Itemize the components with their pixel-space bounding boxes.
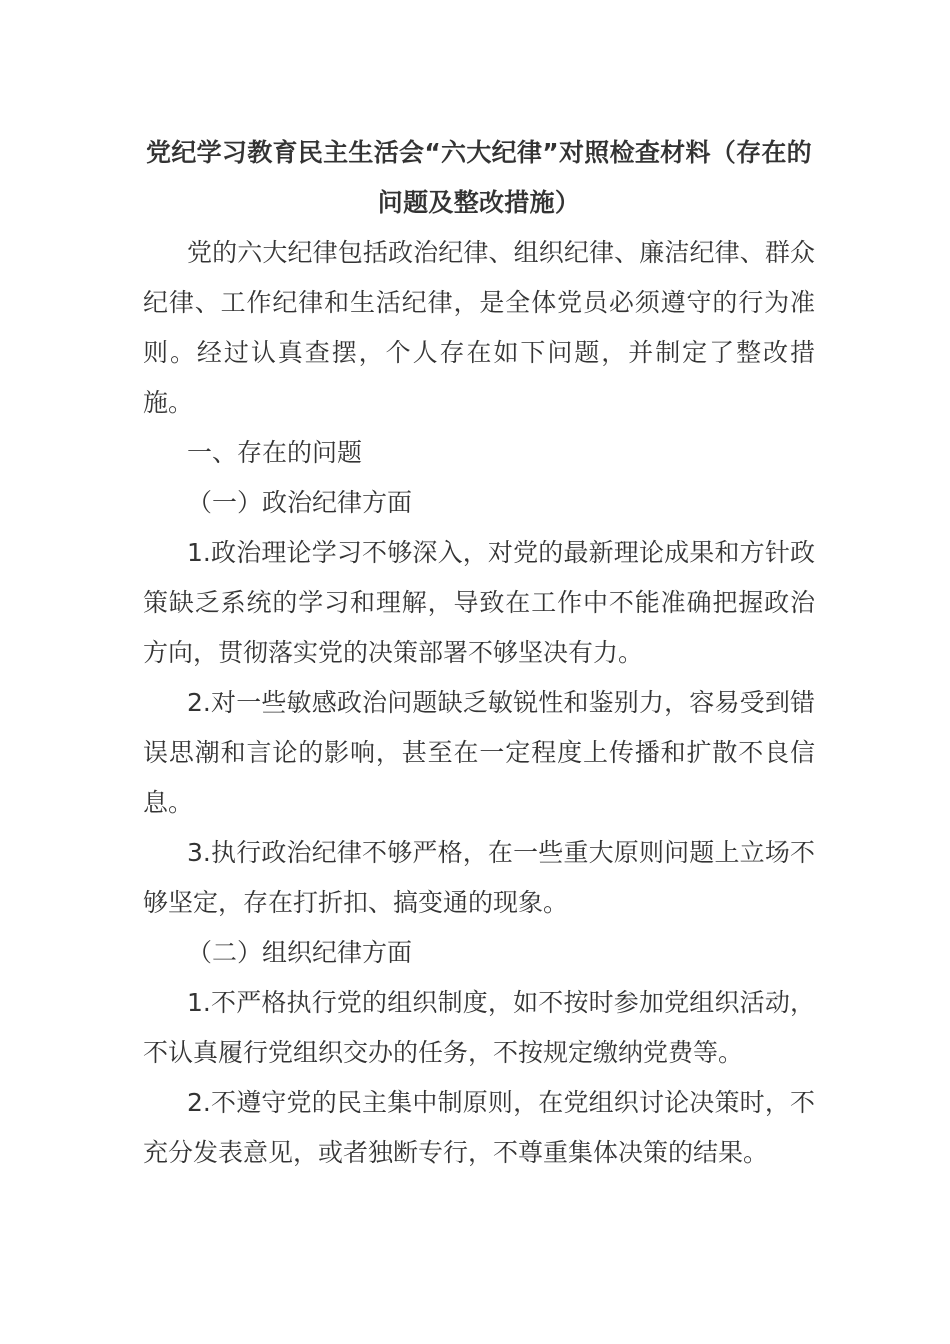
intro-paragraph: 党的六大纪律包括政治纪律、组织纪律、廉洁纪律、群众纪律、工作纪律和生活纪律，是全体党员必须遵守的行为准则。经过认真查摆，个人存在如下问题，并制定了整改措施。 [143, 238, 815, 417]
organizational-item-1: 1.不严格执行党的组织制度，如不按时参加党组织活动，不认真履行党组织交办的任务，不按规定缴纳党费等。 [143, 988, 815, 1067]
political-item-1: 1.政治理论学习不够深入，对党的最新理论成果和方针政策缺乏系统的学习和理解，导致在工作中不能准确把握政治方向，贯彻落实党的决策部署不够坚决有力。 [143, 538, 815, 667]
document-title: 党纪学习教育民主生活会“六大纪律”对照检查材料（存在的问题及整改措施） [146, 138, 812, 217]
organizational-item-2: 2.不遵守党的民主集中制原则，在党组织讨论决策时，不充分发表意见，或者独断专行，不尊重集体决策的结果。 [143, 1088, 815, 1167]
subsection-heading-organizational-discipline: （二）组织纪律方面 [187, 938, 413, 967]
political-item-2: 2.对一些敏感政治问题缺乏敏锐性和鉴别力，容易受到错误思潮和言论的影响，甚至在一定程度上传播和扩散不良信息。 [143, 688, 815, 817]
document-page [143, 128, 815, 1178]
subsection-heading-political-discipline: （一）政治纪律方面 [187, 488, 413, 517]
section-heading-problems: 一、存在的问题 [187, 438, 363, 467]
political-item-3: 3.执行政治纪律不够严格，在一些重大原则问题上立场不够坚定，存在打折扣、搞变通的现象。 [143, 838, 815, 917]
